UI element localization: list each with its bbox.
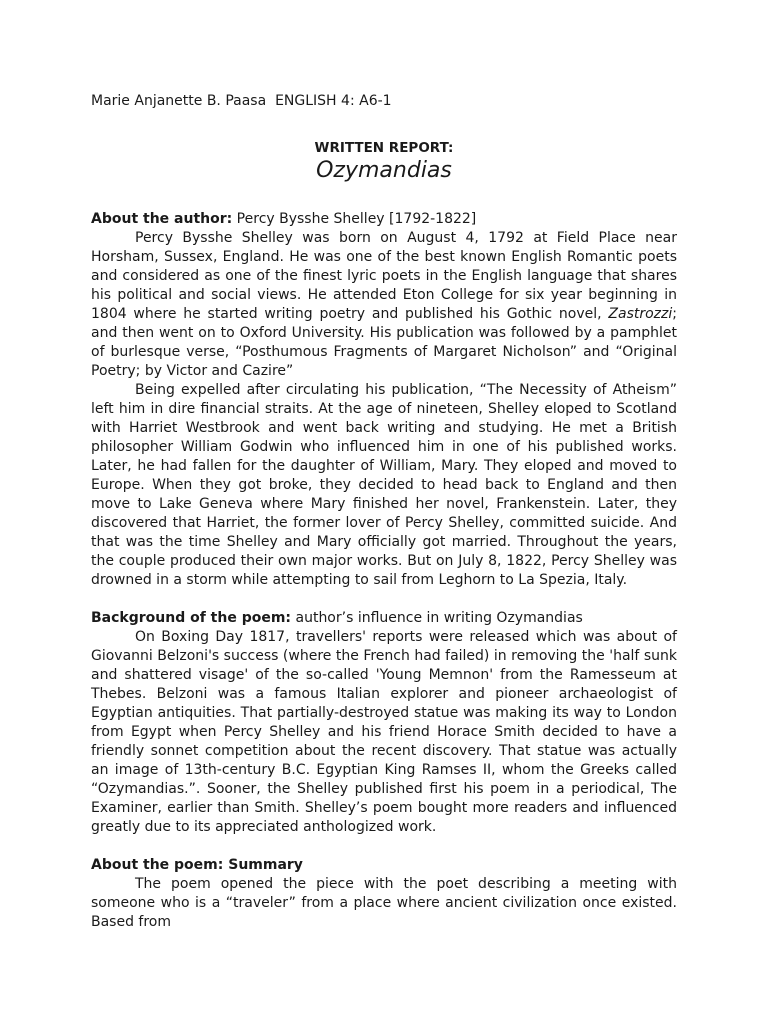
author-heading-label: About the author:	[91, 211, 233, 227]
section-spacer	[91, 590, 677, 609]
background-heading-label: Background of the poem:	[91, 610, 292, 626]
course-code: ENGLISH 4: A6-1	[275, 93, 392, 109]
author-paragraph-1-text-end: ; and then went on to Oxford University. His publication was followed by a pamphlet of burlesque verse, “Posthumous Fragments of Margaret Nicholson” and “Original Poetry; by Victor and Cazire”	[91, 306, 677, 379]
student-name: Marie Anjanette B. Paasa	[91, 93, 267, 109]
author-paragraph-1-text: Percy Bysshe Shelley was born on August 4, 1792 at Field Place near Horsham, Sussex, England. He was one of the best known English Romantic poets and considered as one of the finest lyric poets in the English language that shares his political and social views. He attended Eton College for six year beginning in 1804 where he started writing poetry and published his Gothic novel,	[91, 230, 677, 322]
author-paragraph-2: Being expelled after circulating his publication, “The Necessity of Atheism” left him in dire financial straits. At the age of nineteen, Shelley eloped to Scotland with Harriet Westbrook and went back writing and studying. He met a British philosopher William Godwin who influenced him in one of his published works. Later, he had fallen for the daughter of William, Mary. They eloped and moved to Europe. When they got broke, they decided to head back to England and then move to Lake Geneva where Mary finished her novel, Frankenstein. Later, they discovered that Harriet, the former lover of Percy Shelley, committed suicide. And that was the time Shelley and Mary officially got married. Throughout the years, the couple produced their own major works. But on July 8, 1822, Percy Shelley was drowned in a storm while attempting to sail from Leghorn to La Spezia, Italy.	[91, 382, 677, 588]
background-paragraph-1: On Boxing Day 1817, travellers' reports were released which was about of Giovanni Belzoni's success (where the French had failed) in removing the 'half sunk and shattered visage' of the so-called 'Young Memnon' from the Ramesseum at Thebes. Belzoni was a famous Italian explorer and pioneer archaeologist of Egyptian antiquities. That partially-destroyed statue was making its way to London from Egypt when Percy Shelley and his friend Horace Smith decided to have a friendly sonnet competition about the recent discovery. That statue was actually an image of 13th-century B.C. Egyptian King Ramses II, whom the Greeks called “Ozymandias.”. Sooner, the Shelley published first his poem in a periodical, The Examiner, earlier than Smith. Shelley’s poem bought more readers and influenced greatly due to its appreciated anthologized work.	[91, 629, 677, 835]
author-section-heading	[91, 210, 677, 229]
report-title: Ozymandias	[316, 158, 452, 183]
section-spacer	[91, 837, 677, 856]
report-label: WRITTEN REPORT:	[314, 140, 454, 156]
background-section-heading	[91, 609, 677, 628]
document-header	[91, 92, 392, 111]
author-paragraph-1	[91, 229, 677, 381]
author-heading-detail: Percy Bysshe Shelley [1792-1822]	[232, 211, 477, 227]
background-heading-detail: author’s influence in writing Ozymandias	[291, 610, 583, 626]
novel-title: Zastrozzi	[608, 306, 673, 322]
summary-heading-label: About the poem: Summary	[91, 857, 303, 873]
summary-section-heading	[91, 856, 677, 875]
summary-paragraph-1: The poem opened the piece with the poet describing a meeting with someone who is a “traveler” from a place where ancient civilization once existed. Based from	[91, 876, 677, 930]
report-body	[91, 210, 677, 932]
